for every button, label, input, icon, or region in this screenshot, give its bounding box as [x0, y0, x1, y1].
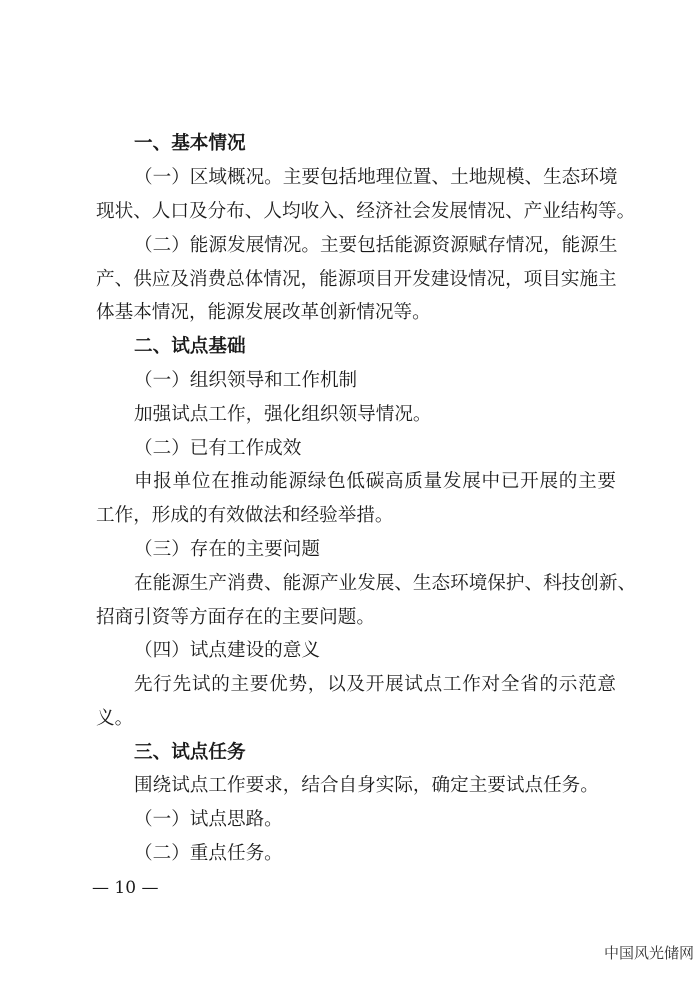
paragraph-line: 招商引资等方面存在的主要问题。: [96, 607, 375, 628]
subheading: （二）已有工作成效: [134, 438, 302, 459]
subheading: （四）试点建设的意义: [134, 640, 320, 661]
page-number: — 10 —: [92, 878, 159, 898]
paragraph-line: 围绕试点工作要求，结合自身实际，确定主要试点任务。: [134, 775, 599, 796]
paragraph-line: （二）能源发展情况。主要包括能源资源赋存情况，能源生: [134, 235, 618, 256]
paragraph-line: 加强试点工作，强化组织领导情况。: [134, 404, 432, 425]
paragraph-line: 在能源生产消费、能源产业发展、生态环境保护、科技创新、: [134, 573, 637, 594]
subheading: （一）组织领导和工作机制: [134, 370, 358, 391]
paragraph-line: 产、供应及消费总体情况，能源项目开发建设情况，项目实施主: [96, 269, 617, 290]
paragraph-line: 工作，形成的有效做法和经验举措。: [96, 505, 394, 526]
watermark: 中国风光储网: [603, 944, 694, 962]
paragraph-line: 申报单位在推动能源绿色低碳高质量发展中已开展的主要: [134, 471, 616, 492]
subheading: （一）试点思路。: [134, 809, 283, 830]
section-heading-3: 三、试点任务: [134, 742, 246, 763]
paragraph-line: 义。: [96, 708, 134, 729]
section-heading-2: 二、试点基础: [134, 336, 246, 357]
subheading: （二）重点任务。: [134, 843, 283, 864]
paragraph-line: 现状、人口及分布、人均收入、经济社会发展情况、产业结构等。: [96, 201, 636, 222]
subheading: （三）存在的主要问题: [134, 539, 320, 560]
paragraph-line: 体基本情况，能源发展改革创新情况等。: [96, 302, 431, 323]
section-heading-1: 一、基本情况: [134, 133, 246, 154]
paragraph-line: 先行先试的主要优势，以及开展试点工作对全省的示范意: [134, 674, 616, 695]
paragraph-line: （一）区域概况。主要包括地理位置、土地规模、生态环境: [134, 167, 618, 188]
